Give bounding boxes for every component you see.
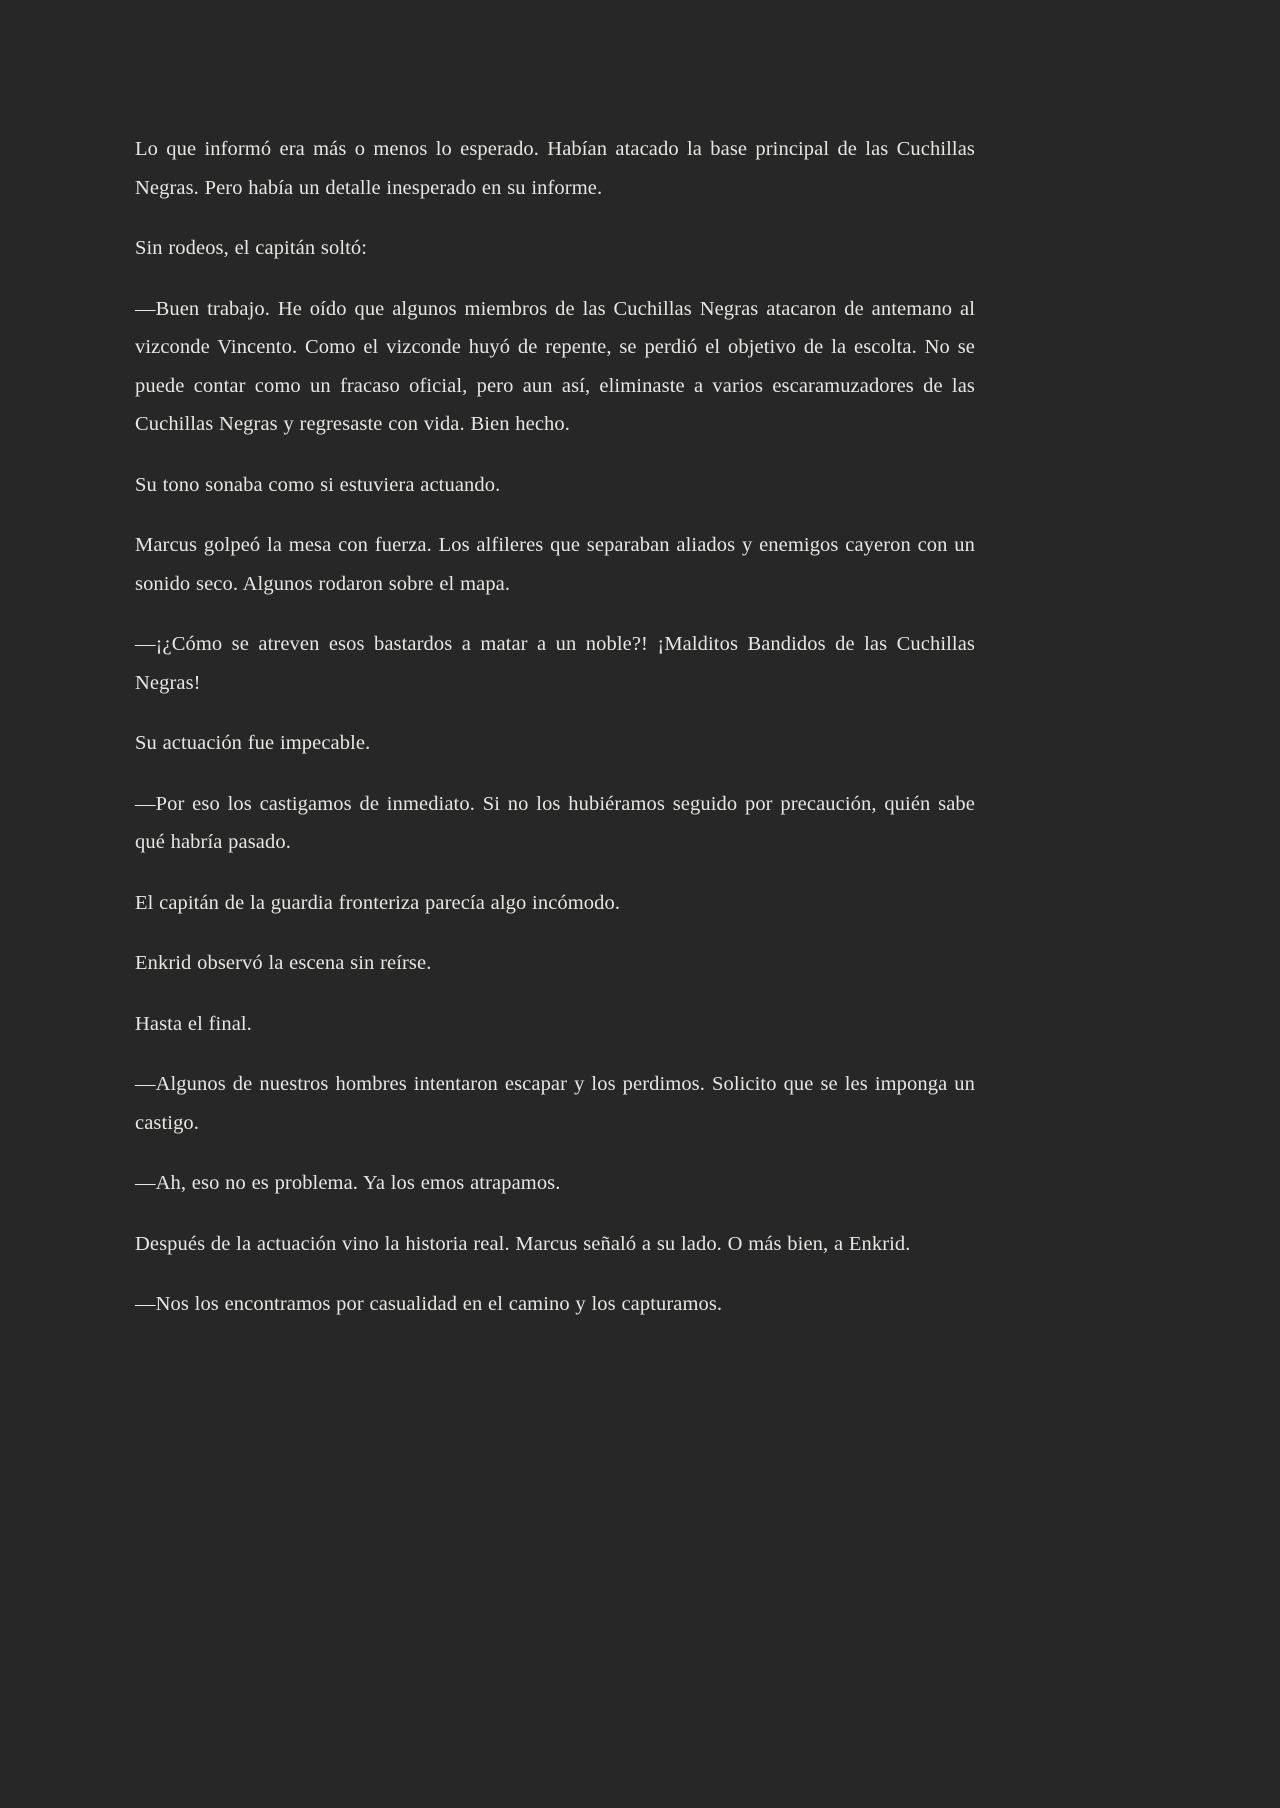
paragraph: —Nos los encontramos por casualidad en el camino y los capturamos.	[135, 1293, 723, 1315]
paragraph: Lo que informó era más o menos lo esperado. Habían atacado la base principal de las Cuchillas Negras. Pero había un detalle inesperado en su informe.	[135, 138, 975, 199]
paragraph: Marcus golpeó la mesa con fuerza. Los alfileres que separaban aliados y enemigos cayeron con un sonido seco. Algunos rodaron sobre el mapa.	[135, 534, 975, 595]
paragraph: Su tono sonaba como si estuviera actuando.	[135, 473, 501, 496]
paragraph: El capitán de la guardia fronteriza parecía algo incómodo.	[135, 891, 621, 914]
paragraph: Su actuación fue impecable.	[135, 732, 371, 754]
reading-area	[135, 0, 975, 1444]
paragraph: Enkrid observó la escena sin reírse.	[135, 952, 432, 974]
paragraph: —Buen trabajo. He oído que algunos miembros de las Cuchillas Negras atacaron de antemano al vizconde Vincento. Como el vizconde huyó de repente, se perdió el objetivo de la escolta. No se puede contar como un fracaso oficial, pero aun así, eliminaste a varios escaramuzadores de las Cuchillas Negras y regresaste con vida. Bien hecho.	[135, 297, 975, 435]
paragraph: —¡¿Cómo se atreven esos bastardos a matar a un noble?! ¡Malditos Bandidos de las Cuchillas Negras!	[135, 633, 975, 694]
paragraph: —Por eso los castigamos de inmediato. Si no los hubiéramos seguido por precaución, quién sabe qué habría pasado.	[135, 792, 975, 853]
paragraph: Sin rodeos, el capitán soltó:	[135, 237, 368, 259]
paragraph: —Ah, eso no es problema. Ya los emos atrapamos.	[135, 1172, 561, 1194]
paragraph: Después de la actuación vino la historia real. Marcus señaló a su lado. O más bien, a Enkrid.	[135, 1232, 911, 1255]
paragraph: —Algunos de nuestros hombres intentaron escapar y los perdimos. Solicito que se les imponga un castigo.	[135, 1073, 975, 1134]
paragraph: Hasta el final.	[135, 1012, 252, 1035]
